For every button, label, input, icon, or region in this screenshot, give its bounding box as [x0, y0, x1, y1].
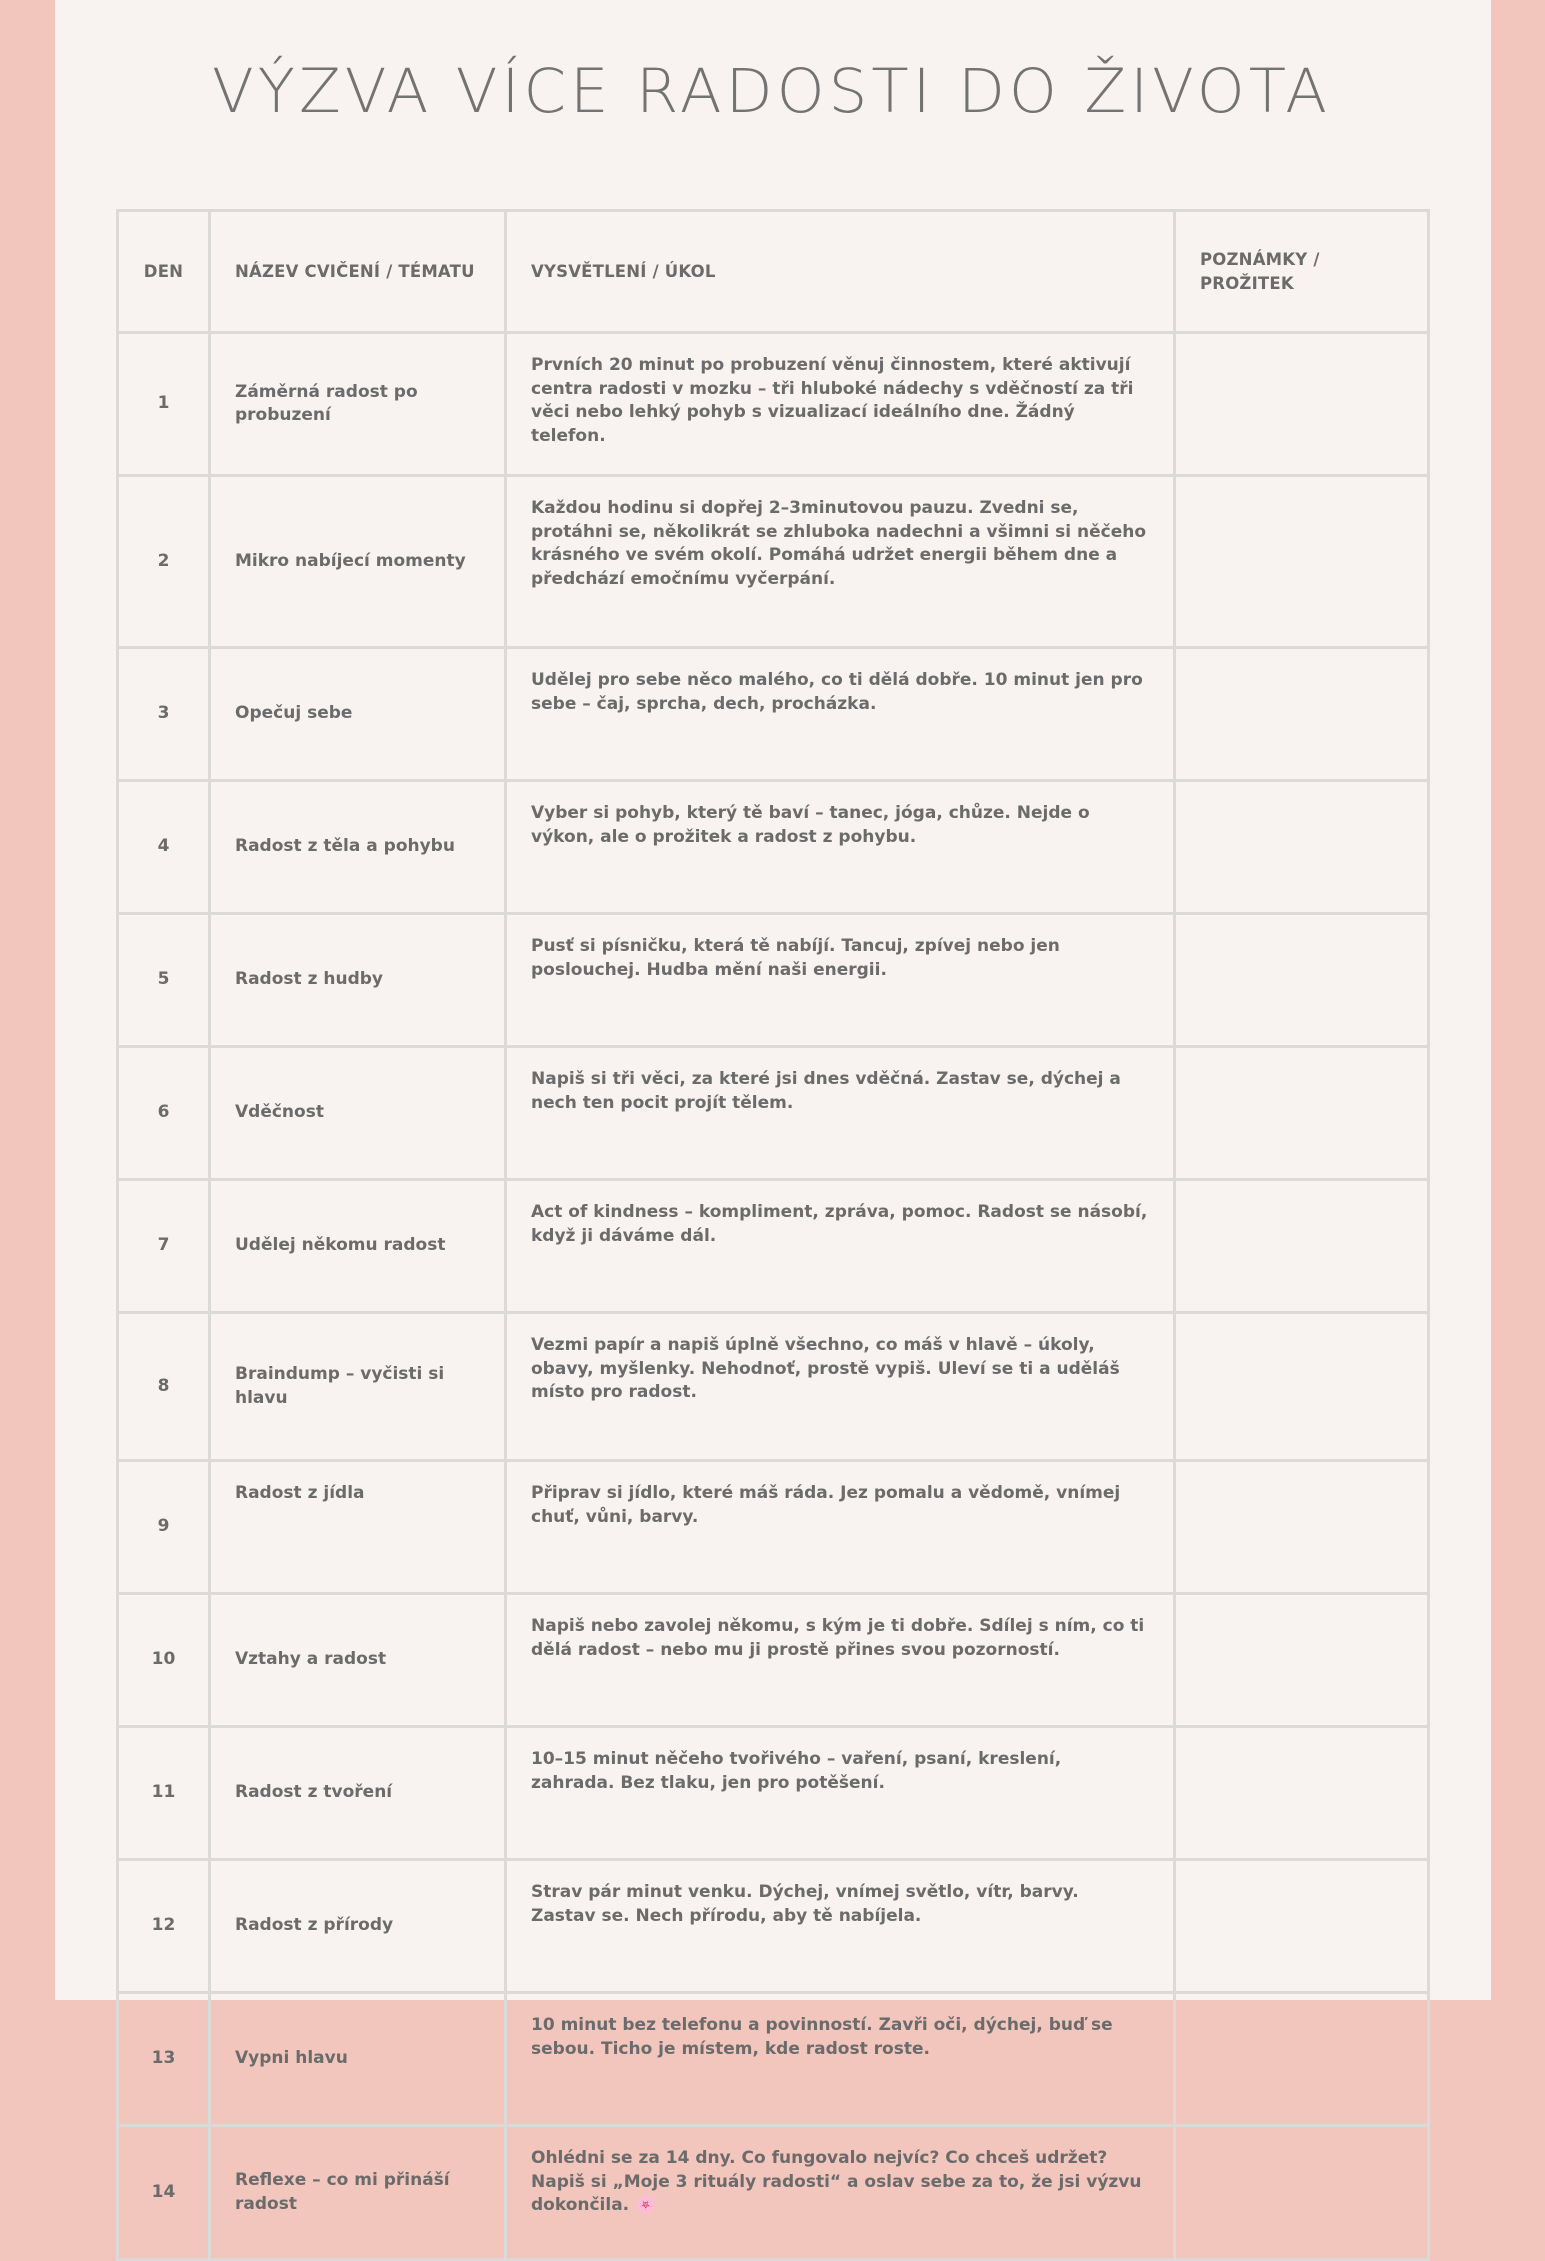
day-number: 11	[118, 1727, 210, 1860]
exercise-name: Radost z jídla	[210, 1461, 506, 1594]
exercise-description: Vyber si pohyb, který tě baví – tanec, jóga, chůze. Nejde o výkon, ale o prožitek a radost z pohybu.	[506, 781, 1175, 914]
exercise-description: 10 minut bez telefonu a povinností. Zavři oči, dýchej, buď se sebou. Ticho je místem, kde radost roste.	[506, 1993, 1175, 2126]
notes-cell[interactable]	[1175, 1180, 1429, 1313]
exercise-name: Udělej někomu radost	[210, 1180, 506, 1313]
day-number: 5	[118, 914, 210, 1047]
day-number: 3	[118, 648, 210, 781]
notes-cell[interactable]	[1175, 1993, 1429, 2126]
day-number: 8	[118, 1313, 210, 1461]
exercise-description: 10–15 minut něčeho tvořivého – vaření, psaní, kreslení, zahrada. Bez tlaku, jen pro potěšení.	[506, 1727, 1175, 1860]
day-number: 10	[118, 1594, 210, 1727]
table-row	[118, 2126, 1429, 2260]
notes-cell[interactable]	[1175, 2126, 1429, 2260]
exercise-name: Reflexe – co mi přináší radost	[210, 2126, 506, 2260]
table-row	[118, 476, 1429, 648]
table-row	[118, 1594, 1429, 1727]
table-header-row	[118, 211, 1429, 333]
day-number: 4	[118, 781, 210, 914]
exercise-description: Ohlédni se za 14 dny. Co fungovalo nejvíc? Co chceš udržet? Napiš si „Moje 3 rituály radosti“ a oslav sebe za to, že jsi výzvu dokončila.	[531, 2148, 1142, 2215]
day-number: 7	[118, 1180, 210, 1313]
page	[55, 0, 1491, 2215]
day-number: 1	[118, 333, 210, 476]
exercise-name: Radost z těla a pohybu	[210, 781, 506, 914]
exercise-description: Napiš nebo zavolej někomu, s kým je ti dobře. Sdílej s ním, co ti dělá radost – nebo mu ji prostě přines svou pozorností.	[506, 1594, 1175, 1727]
notes-cell[interactable]	[1175, 1461, 1429, 1594]
notes-cell[interactable]	[1175, 1594, 1429, 1727]
table-row	[118, 781, 1429, 914]
exercise-name: Záměrná radost po probuzení	[210, 333, 506, 476]
header-notes: POZNÁMKY / PROŽITEK	[1175, 211, 1429, 333]
table-row	[118, 1047, 1429, 1180]
challenge-table	[116, 209, 1430, 2261]
header-day: DEN	[118, 211, 210, 333]
notes-cell[interactable]	[1175, 476, 1429, 648]
exercise-name: Braindump – vyčisti si hlavu	[210, 1313, 506, 1461]
notes-cell[interactable]	[1175, 1313, 1429, 1461]
notes-cell[interactable]	[1175, 1047, 1429, 1180]
notes-cell[interactable]	[1175, 1860, 1429, 1993]
exercise-name: Radost z přírody	[210, 1860, 506, 1993]
exercise-description: Vezmi papír a napiš úplně všechno, co máš v hlavě – úkoly, obavy, myšlenky. Nehodnoť, prostě vypiš. Uleví se ti a uděláš místo pro radost.	[506, 1313, 1175, 1461]
table-row	[118, 1461, 1429, 1594]
table-row	[118, 333, 1429, 476]
page-title: VÝZVA VÍCE RADOSTI DO ŽIVOTA	[212, 56, 1332, 127]
exercise-description: Strav pár minut venku. Dýchej, vnímej světlo, vítr, barvy. Zastav se. Nech přírodu, aby tě nabíjela.	[506, 1860, 1175, 1993]
exercise-name: Radost z tvoření	[210, 1727, 506, 1860]
exercise-name: Opečuj sebe	[210, 648, 506, 781]
table-row	[118, 914, 1429, 1047]
day-number: 12	[118, 1860, 210, 1993]
day-number: 2	[118, 476, 210, 648]
table-row	[118, 1313, 1429, 1461]
notes-cell[interactable]	[1175, 781, 1429, 914]
exercise-description: Připrav si jídlo, které máš ráda. Jez pomalu a vědomě, vnímej chuť, vůni, barvy.	[506, 1461, 1175, 1594]
table-row	[118, 1993, 1429, 2126]
exercise-description: Prvních 20 minut po probuzení věnuj činnostem, které aktivují centra radosti v mozku – tři hluboké nádechy s vděčností za tři věci nebo lehký pohyb s vizualizací ideálního dne. Žádný telefon.	[506, 333, 1175, 476]
header-name: NÁZEV CVIČENÍ / TÉMATU	[210, 211, 506, 333]
table-row	[118, 1860, 1429, 1993]
notes-cell[interactable]	[1175, 333, 1429, 476]
notes-cell[interactable]	[1175, 648, 1429, 781]
exercise-name: Vztahy a radost	[210, 1594, 506, 1727]
exercise-name: Vypni hlavu	[210, 1993, 506, 2126]
flower-icon: 🌸	[635, 2195, 657, 2215]
exercise-name: Mikro nabíjecí momenty	[210, 476, 506, 648]
notes-cell[interactable]	[1175, 1727, 1429, 1860]
exercise-description: Každou hodinu si dopřej 2–3minutovou pauzu. Zvedni se, protáhni se, několikrát se zhluboka nadechni a všimni si něčeho krásného ve svém okolí. Pomáhá udržet energii během dne a předchází emočnímu vyčerpání.	[506, 476, 1175, 648]
exercise-name: Vděčnost	[210, 1047, 506, 1180]
day-number: 9	[118, 1461, 210, 1594]
notes-cell[interactable]	[1175, 914, 1429, 1047]
day-number: 14	[118, 2126, 210, 2260]
table-row	[118, 648, 1429, 781]
header-description: VYSVĚTLENÍ / ÚKOL	[506, 211, 1175, 333]
exercise-description: Act of kindness – kompliment, zpráva, pomoc. Radost se násobí, když ji dáváme dál.	[506, 1180, 1175, 1313]
day-number: 13	[118, 1993, 210, 2126]
table-row	[118, 1727, 1429, 1860]
exercise-name: Radost z hudby	[210, 914, 506, 1047]
table-row	[118, 1180, 1429, 1313]
day-number: 6	[118, 1047, 210, 1180]
exercise-description: Pusť si písničku, která tě nabíjí. Tancuj, zpívej nebo jen poslouchej. Hudba mění naši energii.	[506, 914, 1175, 1047]
exercise-description: Napiš si tři věci, za které jsi dnes vděčná. Zastav se, dýchej a nech ten pocit projít tělem.	[506, 1047, 1175, 1180]
exercise-description-cell	[506, 2126, 1175, 2260]
exercise-description: Udělej pro sebe něco malého, co ti dělá dobře. 10 minut jen pro sebe – čaj, sprcha, dech, procházka.	[506, 648, 1175, 781]
